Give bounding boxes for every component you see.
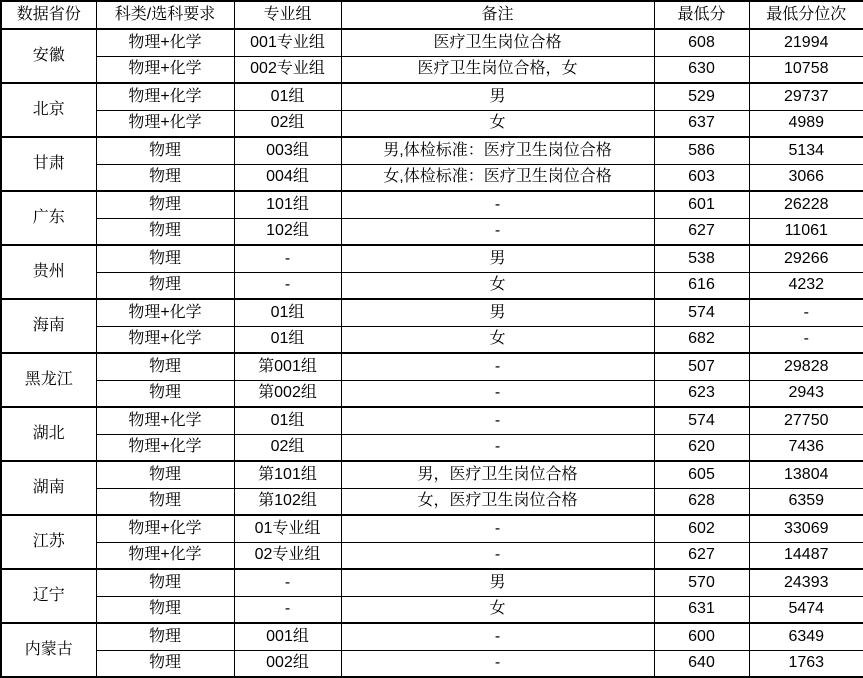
min-score-cell: 608 [654,29,749,56]
subject-cell: 物理+化学 [96,110,234,137]
column-header-remark: 备注 [341,1,654,29]
min-score-cell: 616 [654,272,749,299]
min-score-cell: 538 [654,245,749,272]
min-score-cell: 601 [654,191,749,218]
remark-cell: 女，医疗卫生岗位合格 [341,488,654,515]
province-cell: 内蒙古 [1,623,96,677]
table-row [1,434,863,461]
major-group-cell: 第102组 [234,488,341,515]
min-score-cell: 574 [654,299,749,326]
remark-cell: - [341,218,654,245]
min-rank-cell: 6359 [749,488,863,515]
province-cell: 黑龙江 [1,353,96,407]
min-score-cell: 603 [654,164,749,191]
min-score-cell: 623 [654,380,749,407]
major-group-cell: 02专业组 [234,542,341,569]
table-row [1,515,863,542]
subject-cell: 物理 [96,623,234,650]
column-header-min-score: 最低分 [654,1,749,29]
province-cell: 湖北 [1,407,96,461]
min-score-cell: 602 [654,515,749,542]
remark-cell: 男 [341,299,654,326]
subject-cell: 物理 [96,461,234,488]
min-score-cell: 574 [654,407,749,434]
subject-cell: 物理 [96,137,234,164]
min-score-cell: 628 [654,488,749,515]
major-group-cell: 02组 [234,434,341,461]
major-group-cell: - [234,245,341,272]
remark-cell: 男，医疗卫生岗位合格 [341,461,654,488]
table-row [1,56,863,83]
remark-cell: 男,体检标准：医疗卫生岗位合格 [341,137,654,164]
subject-cell: 物理+化学 [96,56,234,83]
min-rank-cell: 14487 [749,542,863,569]
major-group-cell: 101组 [234,191,341,218]
min-rank-cell: 24393 [749,569,863,596]
major-group-cell: 01组 [234,326,341,353]
table-row [1,353,863,380]
major-group-cell: 第101组 [234,461,341,488]
remark-cell: - [341,515,654,542]
major-group-cell: 001专业组 [234,29,341,56]
min-score-cell: 627 [654,542,749,569]
subject-cell: 物理+化学 [96,29,234,56]
remark-cell: 男 [341,569,654,596]
major-group-cell: 01专业组 [234,515,341,542]
remark-cell: 男 [341,245,654,272]
table-row [1,542,863,569]
remark-cell: 医疗卫生岗位合格 [341,29,654,56]
remark-cell: - [341,191,654,218]
major-group-cell: 004组 [234,164,341,191]
min-rank-cell: 11061 [749,218,863,245]
min-score-cell: 630 [654,56,749,83]
remark-cell: 女 [341,596,654,623]
major-group-cell: 02组 [234,110,341,137]
province-cell: 湖南 [1,461,96,515]
province-cell: 广东 [1,191,96,245]
subject-cell: 物理+化学 [96,407,234,434]
major-group-cell: - [234,569,341,596]
subject-cell: 物理+化学 [96,299,234,326]
remark-cell: - [341,434,654,461]
min-rank-cell: 33069 [749,515,863,542]
table-row [1,569,863,596]
subject-cell: 物理+化学 [96,434,234,461]
column-header-major-group: 专业组 [234,1,341,29]
remark-cell: - [341,542,654,569]
subject-cell: 物理 [96,488,234,515]
table-row [1,137,863,164]
province-cell: 辽宁 [1,569,96,623]
province-cell: 贵州 [1,245,96,299]
remark-cell: - [341,380,654,407]
major-group-cell: 01组 [234,83,341,110]
table-row [1,326,863,353]
min-score-cell: 627 [654,218,749,245]
min-rank-cell: - [749,326,863,353]
remark-cell: 女 [341,272,654,299]
subject-cell: 物理 [96,569,234,596]
subject-cell: 物理 [96,272,234,299]
province-cell: 北京 [1,83,96,137]
major-group-cell: 第002组 [234,380,341,407]
table-row [1,272,863,299]
major-group-cell: 002专业组 [234,56,341,83]
major-group-cell: 102组 [234,218,341,245]
table-row [1,461,863,488]
major-group-cell: 003组 [234,137,341,164]
min-rank-cell: 7436 [749,434,863,461]
subject-cell: 物理 [96,245,234,272]
subject-cell: 物理 [96,164,234,191]
min-rank-cell: 2943 [749,380,863,407]
table-row [1,191,863,218]
min-rank-cell: 29828 [749,353,863,380]
table-row [1,83,863,110]
min-score-cell: 682 [654,326,749,353]
remark-cell: - [341,650,654,677]
min-score-cell: 640 [654,650,749,677]
major-group-cell: 002组 [234,650,341,677]
subject-cell: 物理 [96,380,234,407]
major-group-cell: 01组 [234,299,341,326]
min-rank-cell: 21994 [749,29,863,56]
table-row [1,164,863,191]
min-rank-cell: 29266 [749,245,863,272]
min-score-cell: 605 [654,461,749,488]
min-score-cell: 529 [654,83,749,110]
column-header-province: 数据省份 [1,1,96,29]
subject-cell: 物理 [96,353,234,380]
subject-cell: 物理+化学 [96,326,234,353]
min-score-cell: 570 [654,569,749,596]
min-rank-cell: 4989 [749,110,863,137]
min-rank-cell: 3066 [749,164,863,191]
min-rank-cell: 27750 [749,407,863,434]
table-row [1,650,863,677]
table-row [1,596,863,623]
min-rank-cell: 10758 [749,56,863,83]
min-score-cell: 600 [654,623,749,650]
major-group-cell: - [234,596,341,623]
subject-cell: 物理 [96,191,234,218]
major-group-cell: - [234,272,341,299]
min-rank-cell: - [749,299,863,326]
min-score-cell: 586 [654,137,749,164]
subject-cell: 物理+化学 [96,515,234,542]
min-rank-cell: 6349 [749,623,863,650]
min-rank-cell: 29737 [749,83,863,110]
table-row [1,623,863,650]
major-group-cell: 第001组 [234,353,341,380]
subject-cell: 物理+化学 [96,542,234,569]
subject-cell: 物理 [96,218,234,245]
min-rank-cell: 5474 [749,596,863,623]
table-row [1,245,863,272]
subject-cell: 物理+化学 [96,83,234,110]
column-header-subject-requirement: 科类/选科要求 [96,1,234,29]
min-rank-cell: 13804 [749,461,863,488]
province-cell: 江苏 [1,515,96,569]
header-row [1,1,863,29]
min-score-cell: 620 [654,434,749,461]
min-rank-cell: 5134 [749,137,863,164]
remark-cell: - [341,353,654,380]
remark-cell: - [341,407,654,434]
remark-cell: 女 [341,110,654,137]
table-body [1,29,863,677]
table-row [1,218,863,245]
column-header-min-rank: 最低分位次 [749,1,863,29]
min-rank-cell: 4232 [749,272,863,299]
subject-cell: 物理 [96,596,234,623]
province-cell: 海南 [1,299,96,353]
remark-cell: 医疗卫生岗位合格，女 [341,56,654,83]
table-row [1,380,863,407]
min-score-cell: 631 [654,596,749,623]
table-row [1,488,863,515]
remark-cell: 女 [341,326,654,353]
table-row [1,29,863,56]
min-score-cell: 637 [654,110,749,137]
table-row [1,407,863,434]
subject-cell: 物理 [96,650,234,677]
remark-cell: 女,体检标准：医疗卫生岗位合格 [341,164,654,191]
remark-cell: - [341,623,654,650]
major-group-cell: 01组 [234,407,341,434]
table-row [1,110,863,137]
province-cell: 安徽 [1,29,96,83]
remark-cell: 男 [341,83,654,110]
major-group-cell: 001组 [234,623,341,650]
min-rank-cell: 26228 [749,191,863,218]
table-row [1,299,863,326]
min-score-cell: 507 [654,353,749,380]
province-cell: 甘肃 [1,137,96,191]
min-rank-cell: 1763 [749,650,863,677]
